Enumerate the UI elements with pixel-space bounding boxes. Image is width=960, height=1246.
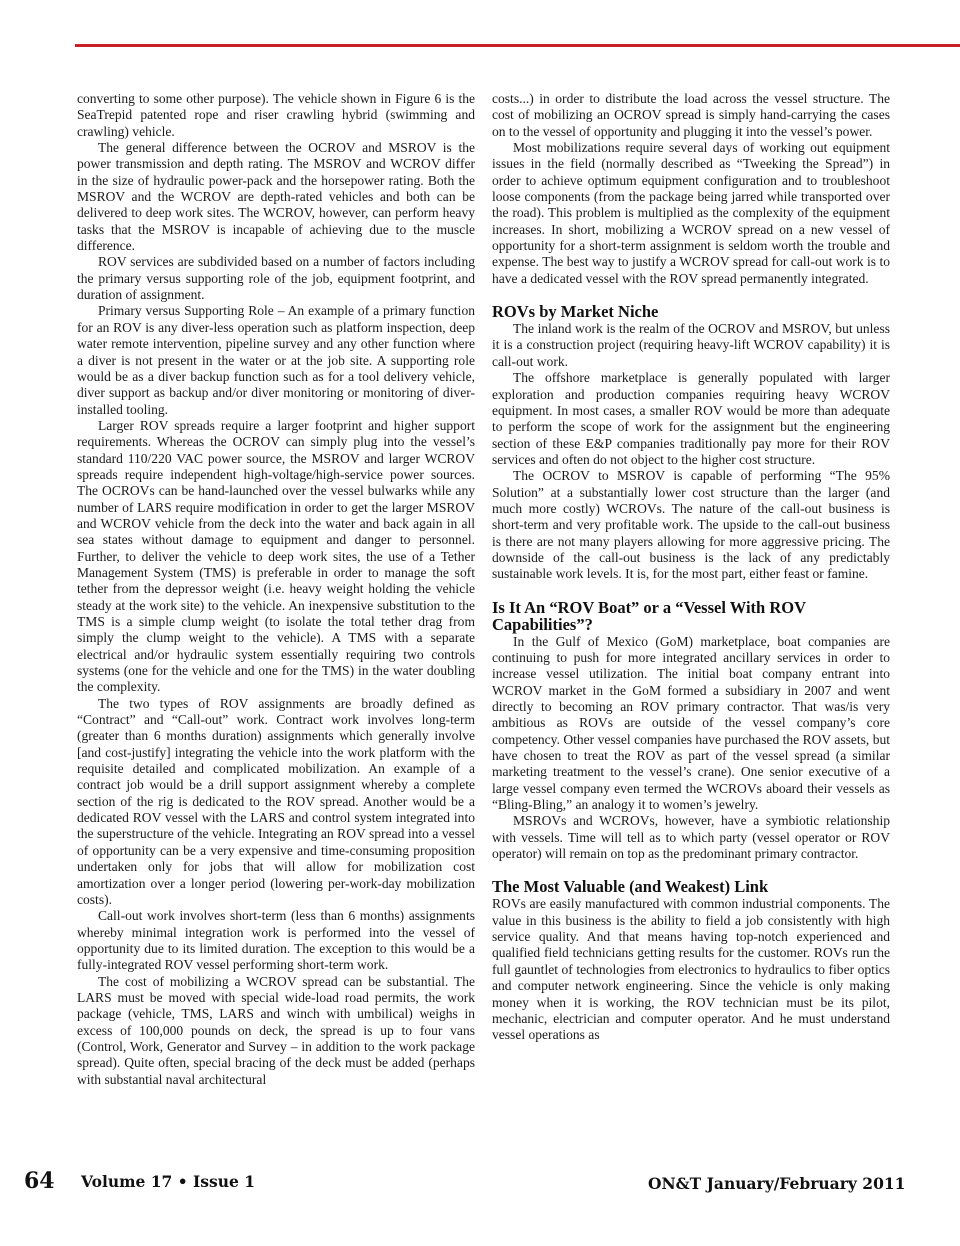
right-column [492, 91, 890, 1044]
page-number: 64 [24, 1168, 55, 1194]
paragraph: MSROVs and WCROVs, however, have a symbiotic relationship with vessels. Time will tell as to which party (vessel operator or ROV operator) will remain on top as the predominant primary contractor. [492, 813, 890, 862]
paragraph: The offshore marketplace is generally populated with larger exploration and production companies requiring heavy WCROV equipment. In most cases, a smaller ROV would be more than adequate to perform the scope of work for the assignment but the engineering section of these E&P companies traditionally pay more for their ROV services and often do not object to the higher cost structure. [492, 370, 890, 467]
publication-label: ON&T January/February 2011 [648, 1174, 906, 1193]
page-footer [0, 1168, 960, 1198]
paragraph: converting to some other purpose). The vehicle shown in Figure 6 is the SeaTrepid patented rope and riser crawling hybrid (swimming and crawling) vehicle. [77, 91, 475, 139]
section-heading-market-niche: ROVs by Market Niche [492, 302, 659, 322]
paragraph: The OCROV to MSROV is capable of performing “The 95% Solution” at a substantially lower cost structure than the larger (and much more costly) WCROVs. The nature of the call-out business is short-term and very profitable work. The upside to the call-out business is there are not many players allowing for more aggressive pricing. The downside of the call-out business is the lack of any predictably sustainable work levels. It is, for the most part, either feast or famine. [492, 468, 890, 582]
section-heading-rov-boat: Is It An “ROV Boat” or a “Vessel With ROV Capabilities”? [492, 597, 806, 634]
paragraph: The inland work is the realm of the OCROV and MSROV, but unless it is a construction project (requiring heavy-lift WCROV capability) it is call-out work. [492, 321, 890, 369]
left-column [77, 91, 475, 1088]
paragraph: Larger ROV spreads require a larger footprint and higher support requirements. Whereas the OCROV can simply plug into the vessel’s standard 110/220 VAC power source, the MSROV and larger WCROV spreads require independent high-voltage/high-service power sources. The OCROVs can be hand-launched over the vessel bulwarks while any number of LARS require modification in order to get the larger MSROV and WCROV vehicle from the deck into the water and back again in all sea states without damage to equipment and danger to personnel. Further, to deliver the vehicle to deep work sites, the use of a Tether Management System (TMS) is preferable in order to manage the soft tether from the depressor weight (i.e. heavy weight holding the vehicle steady at the work site) to the vehicle. An inexpensive substitution to the TMS is a simple clump weight (to isolate the total tether drag from simply the clump weight to the vehicle). A TMS with a separate electrical and/or hydraulic system essentially requiring two controls systems (one for the vehicle and one for the TMS) in the water doubling the complexity. [77, 417, 475, 695]
paragraph: The two types of ROV assignments are broadly defined as “Contract” and “Call-out” work. Contract work involves long-term (greater than 6 months duration) assignments which generally involve [and cost-justify] integrating the vehicle into the work platform with the requisite detailed and complicated mobilization. An example of a contract job would be a drill support assignment whereby a complete section of the rig is dedicated to the ROV spread. Another would be a dedicated ROV vessel with the LARS and control system integrated into the superstructure of the vehicle. Integrating an ROV spread into a vessel of opportunity can be a very expensive and time-consuming proposition undertaken only for jobs that will allow for mobilization cost amortization over a longer period (lowering per-work-day mobilization costs). [77, 695, 475, 907]
paragraph: Call-out work involves short-term (less than 6 months) assignments whereby minimal integration work is performed into the vessel of opportunity due to its limited duration. The exception to this would be a fully-integrated ROV vessel performing short-term work. [77, 908, 475, 973]
paragraph: ROVs are easily manufactured with common industrial components. The value in this business is the ability to field a job consistently with high service quality. And that means having top-notch experienced and qualified field technicians getting results for the customer. ROVs run the full gauntlet of technologies from electronics to hydraulics to fiber optics and computer network engineering. Since the vehicle is only making money when it is working, the ROV technician must be its pilot, mechanic, electrician and computer operator. And he must understand vessel operations as [492, 896, 890, 1043]
section-heading-weakest-link: The Most Valuable (and Weakest) Link [492, 877, 769, 897]
paragraph: The general difference between the OCROV and MSROV is the power transmission and depth rating. The MSROV and WCROV differ in the size of hydraulic power-pack and the horsepower rating. Both the MSROV and the WCROV are depth-rated vehicles and both can be delivered to deep work sites. The WCROV, however, can perform heavy tasks that the MSROV is incapable of achieving due to the muscle difference. [77, 140, 475, 254]
paragraph: Primary versus Supporting Role – An example of a primary function for an ROV is any diver-less operation such as platform inspection, deep water remote intervention, pipeline survey and any other function where a diver is not present in the water or at the job site. A supporting role would be as a diver backup function such as for a tool delivery vehicle, diver support as backup and/or diver monitoring or monitoring of diver-installed tooling. [77, 303, 475, 417]
paragraph: In the Gulf of Mexico (GoM) marketplace, boat companies are continuing to push for more integrated ancillary services in order to increase vessel utilization. The initial boat company entrant into WCROV market in the GoM formed a subsidiary in 2007 and went directly to becoming an ROV primary contractor. That was/is very ambitious as ROVs are outside of the vessel company’s core competency. Other vessel companies have purchased the ROV assets, but have chosen to treat the ROV as part of the vessel spread (a similar marketing treatment to the vessel’s crane). One senior executive of a large vessel company even termed the WCROVs aboard their vessels as “Bling-Bling,” an analogy it to women’s jewelry. [492, 633, 891, 813]
paragraph: Most mobilizations require several days of working out equipment issues in the field (normally described as “Tweeking the Spread”) in order to achieve optimum equipment configuration and to troubleshoot loose components (from the package being jarred while transported over the road). This problem is multiplied as the complexity of the equipment increases. In short, mobilizing a WCROV spread on a new vessel of opportunity for a short-term assignment is seldom worth the trouble and expense. The best way to justify a WCROV spread for call-out work is to have a dedicated vessel with the ROV spread permanently integrated. [492, 140, 890, 286]
paragraph: costs...) in order to distribute the load across the vessel structure. The cost of mobilizing an OCROV spread is simply hand-carrying the cases on to the vessel of opportunity and plugging it into the vessel’s power. [492, 91, 890, 139]
paragraph: ROV services are subdivided based on a number of factors including the primary versus supporting role of the job, equipment footprint, and duration of assignment. [77, 254, 475, 303]
header-rule [75, 44, 960, 47]
issue-label: Volume 17 • Issue 1 [81, 1172, 256, 1191]
paragraph: The cost of mobilizing a WCROV spread can be substantial. The LARS must be moved with special wide-load road permits, the work package (vehicle, TMS, LARS and winch with umbilical) weighs in excess of 100,000 pounds on deck, the spread is up to four vans (Control, Work, Generator and Survey – in addition to the work package spread). Quite often, special bracing of the deck must be added (perhaps with substantial naval architectural [77, 973, 475, 1087]
